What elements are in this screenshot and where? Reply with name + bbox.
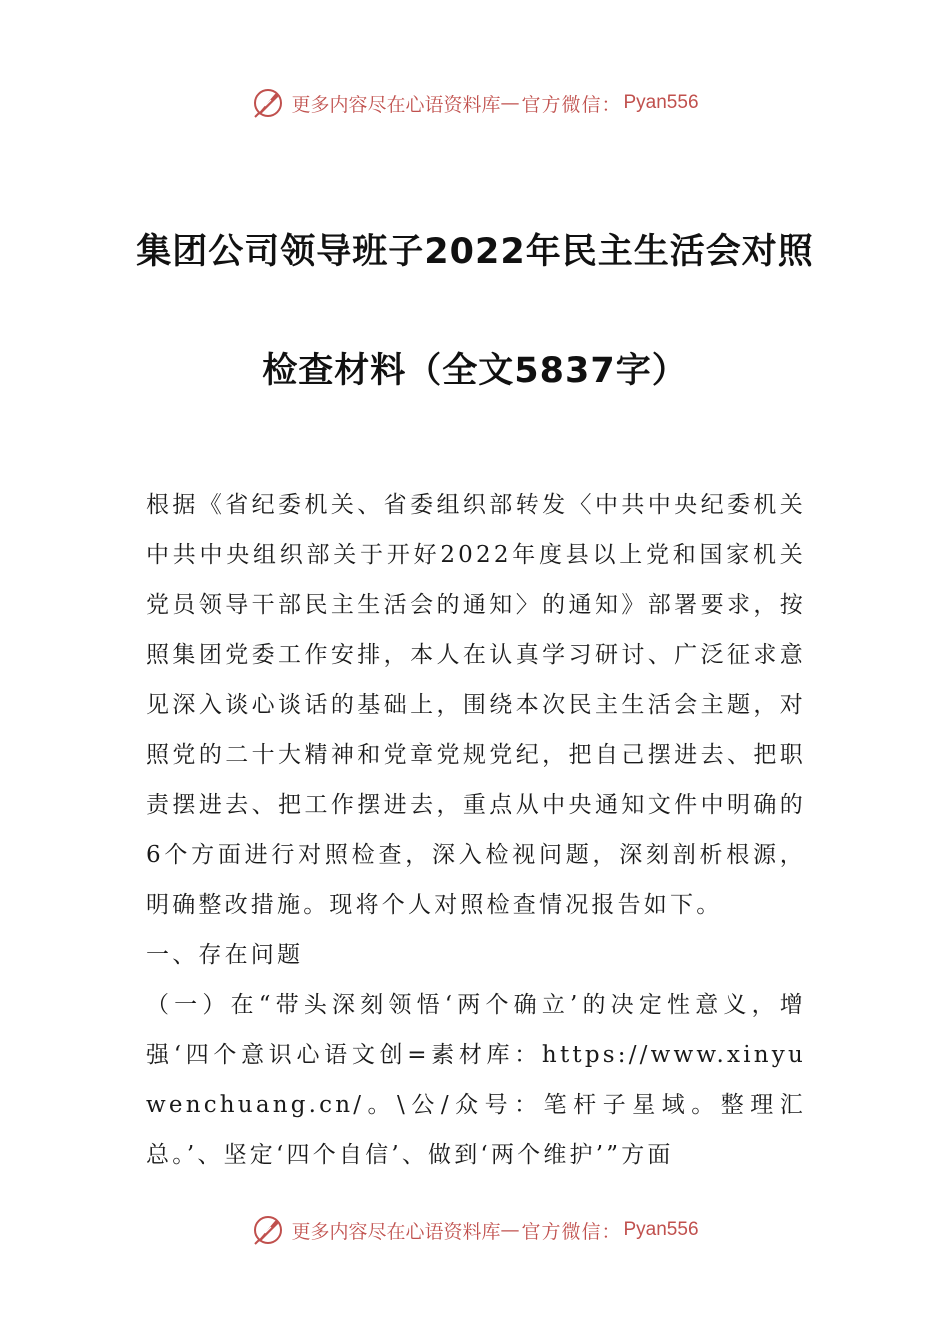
document-body xyxy=(146,480,806,1180)
document-title-line-2: 检查材料（全文5837字） xyxy=(262,351,688,391)
quill-pen-logo-icon xyxy=(251,86,285,120)
header-banner xyxy=(0,83,950,123)
banner-brand-text: 更多内容尽在心语资料库 xyxy=(291,93,501,116)
subsection-paragraph-1: （一）在“带头深刻领悟‘两个确立’的决定性意义，增强‘四个意识心语文创=素材库：https://www.xinyuwenchuang.cn/。\公/众号：笔杆子星域。整理汇总。’、坚定‘四个自信’、做到‘两个维护’”方面 xyxy=(146,992,806,1168)
intro-paragraph: 根据《省纪委机关、省委组织部转发〈中共中央纪委机关中共中央组织部关于开好2022年度县以上党和国家机关党员领导干部民主生活会的通知〉的通知》部署要求，按照集团党委工作安排，本人在认真学习研讨、广泛征求意见深入谈心谈话的基础上，围绕本次民主生活会主题，对照党的二十大精神和党章党规党纪，把自己摆进去、把职责摆进去、把工作摆进去，重点从中央通知文件中明确的6个方面进行对照检查，深入检视问题，深刻剖析根源，明确整改措施。现将个人对照检查情况报告如下。 xyxy=(146,492,806,918)
banner-brand-text: 更多内容尽在心语资料库 xyxy=(291,1220,501,1243)
banner-official-label: 官方微信： xyxy=(521,93,622,116)
footer-banner xyxy=(0,1210,950,1250)
banner-separator: — xyxy=(500,1219,520,1241)
banner-wechat-id: Pyan556 xyxy=(623,1219,699,1240)
banner-wechat-id: Pyan556 xyxy=(623,92,699,113)
section-heading-problems: 一、存在问题 xyxy=(146,942,304,968)
banner-official-label: 官方微信： xyxy=(521,1220,622,1243)
quill-pen-logo-icon xyxy=(251,1213,285,1247)
document-title-line-1: 集团公司领导班子2022年民主生活会对照 xyxy=(136,232,814,272)
banner-separator: — xyxy=(500,92,520,114)
